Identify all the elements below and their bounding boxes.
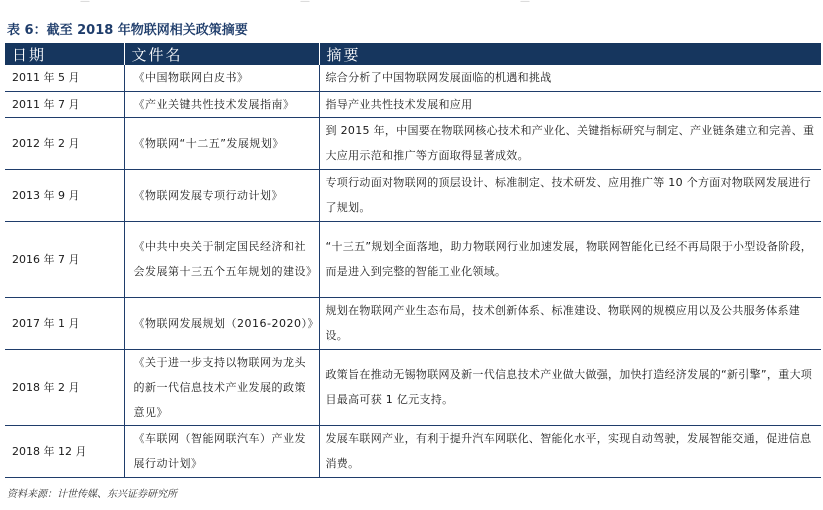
header-name: 文件名 [124,43,319,65]
cell-name: 《物联网“十二五”发展规划》 [124,117,319,169]
table-row [5,117,821,169]
cell-summary: 指导产业共性技术发展和应用 [319,91,821,117]
header-date: 日期 [5,43,124,65]
header-summary: 摘要 [319,43,821,65]
table-header-row [5,43,821,65]
cell-summary: 到 2015 年，中国要在物联网核心技术和产业化、关键指标研究与制定、产业链条建立和完善、重大应用示范和推广等方面取得显著成效。 [319,117,821,169]
cell-name: 《产业关键共性技术发展指南》 [124,91,319,117]
table-row [5,221,821,297]
cropped-text-strip: — — — [80,0,530,7]
table-row [5,169,821,221]
cell-summary: 政策旨在推动无锡物联网及新一代信息技术产业做大做强，加快打造经济发展的“新引擎”，重大项目最高可获 1 亿元支持。 [319,349,821,425]
cell-name: 《物联网发展规划（2016-2020）》 [124,297,319,349]
cell-summary: 专项行动面对物联网的顶层设计、标准制定、技术研发、应用推广等 10 个方面对物联网发展进行了规划。 [319,169,821,221]
cell-date: 2018 年 12 月 [5,425,124,477]
cell-date: 2013 年 9 月 [5,169,124,221]
cell-name: 《中共中央关于制定国民经济和社会发展第十三五个五年规划的建设》 [124,221,319,297]
table-row [5,297,821,349]
cell-name: 《车联网（智能网联汽车）产业发展行动计划》 [124,425,319,477]
cell-summary: 综合分析了中国物联网发展面临的机遇和挑战 [319,65,821,91]
cell-date: 2016 年 7 月 [5,221,124,297]
cell-name: 《中国物联网白皮书》 [124,65,319,91]
cell-date: 2011 年 7 月 [5,91,124,117]
cell-name: 《关于进一步支持以物联网为龙头的新一代信息技术产业发展的政策意见》 [124,349,319,425]
table-row [5,91,821,117]
policy-table [5,43,821,478]
cell-summary: 发展车联网产业，有利于提升汽车网联化、智能化水平，实现自动驾驶，发展智能交通，促进信息消费。 [319,425,821,477]
cell-name: 《物联网发展专项行动计划》 [124,169,319,221]
cell-summary: 规划在物联网产业生态布局，技术创新体系、标准建设、物联网的规模应用以及公共服务体系建设。 [319,297,821,349]
table-row [5,425,821,477]
cell-date: 2017 年 1 月 [5,297,124,349]
cell-date: 2011 年 5 月 [5,65,124,91]
cell-summary: “十三五”规划全面落地，助力物联网行业加速发展，物联网智能化已经不再局限于小型设备阶段，而是进入到完整的智能工业化领域。 [319,221,821,297]
table-row [5,349,821,425]
cell-date: 2018 年 2 月 [5,349,124,425]
table-title: 表 6：截至 2018 年物联网相关政策摘要 [7,23,248,38]
source-note: 资料来源：计世传媒、东兴证券研究所 [7,489,177,500]
cell-date: 2012 年 2 月 [5,117,124,169]
table-row [5,65,821,91]
